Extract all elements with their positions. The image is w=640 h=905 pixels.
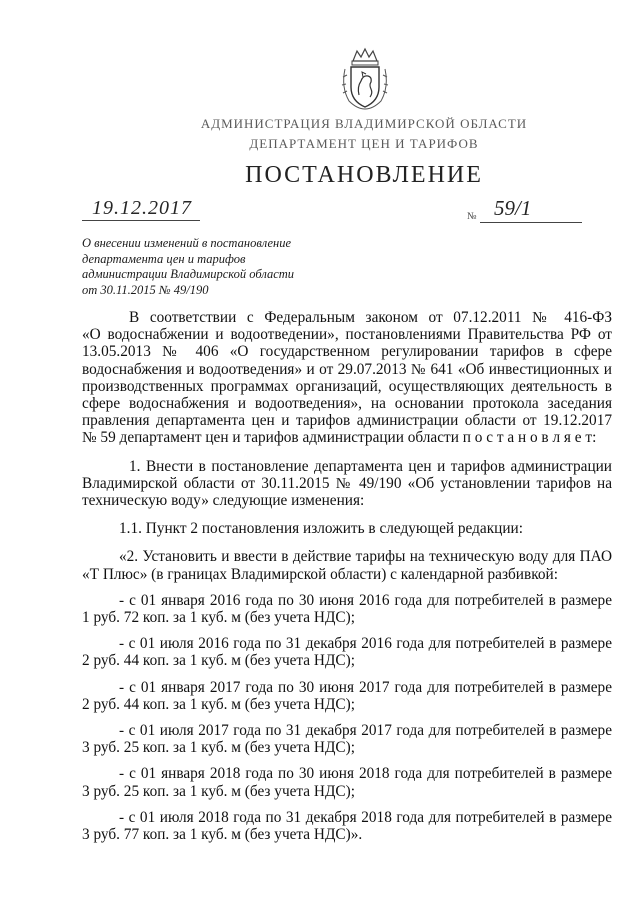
document-number: 59/1 [494, 196, 532, 220]
tariff-line: - с 01 января 2018 года по 30 июня 2018 года для потребителей в размере [119, 765, 612, 783]
tariff-paragraph [82, 592, 612, 626]
document-body [82, 309, 612, 843]
item-2-line: «2. Установить и ввести в действие тарифы на техническую воду для ПАО [119, 548, 612, 566]
department-name: ДЕПАРТАМЕНТ ЦЕН И ТАРИФОВ [249, 136, 479, 151]
item-1-line: 1. Внести в постановление департамента цен и тарифов администрации [129, 457, 612, 475]
preamble-line: водоснабжения и водоотведения» и от 29.07.2013 № 641 «Об инвестиционных и [82, 360, 612, 378]
preamble-line-text: № 59 департамент цен и тарифов администрации области [82, 429, 459, 447]
number-label: № [467, 211, 477, 222]
tariff-line: - с 01 июля 2017 года по 31 декабря 2017 года для потребителей в размере [119, 722, 612, 740]
tariff-paragraph [82, 635, 612, 669]
document-subject [82, 236, 342, 298]
tariff-line: 3 руб. 25 коп. за 1 куб. м (без учета НДС); [82, 739, 355, 757]
preamble-line: правления департамента цен и тарифов администрации области от 19.12.2017 [82, 412, 612, 430]
vladimir-region-coat-of-arms-icon [335, 47, 395, 111]
date-underline [82, 220, 200, 221]
tariff-paragraph [82, 765, 612, 799]
tariff-line: 1 руб. 72 коп. за 1 куб. м (без учета НДС); [82, 609, 355, 627]
preamble-line: В соответствии с Федеральным законом от 07.12.2011 № 416-ФЗ [129, 309, 612, 326]
item-1-1-paragraph [82, 520, 612, 537]
preamble-line: производственных программах организаций, осуществляющих деятельность в [82, 377, 612, 395]
item-2-line: «Т Плюс» (в границах Владимирской области) с календарной разбивкой: [82, 565, 558, 583]
tariff-line: - с 01 января 2016 года по 30 июня 2016 года для потребителей в размере [119, 591, 612, 609]
preamble-line: 13.05.2013 № 406 «О государственном регулировании тарифов в сфере [82, 343, 612, 361]
preamble-line: сфере водоснабжения и водоотведения», на основании протокола заседания [82, 395, 612, 413]
document-type: ПОСТАНОВЛЕНИЕ [245, 162, 483, 188]
document-date: 19.12.2017 [92, 197, 192, 219]
agency-name: АДМИНИСТРАЦИЯ ВЛАДИМИРСКОЙ ОБЛАСТИ [200, 116, 528, 131]
preamble-line [82, 429, 612, 446]
subject-line: департамента цен и тарифов [82, 251, 246, 266]
tariff-paragraph [82, 809, 612, 843]
item-1-line: техническую воду» следующие изменения: [82, 492, 365, 510]
tariff-line: 2 руб. 44 коп. за 1 куб. м (без учета НДС); [82, 695, 355, 713]
tariff-line: - с 01 июля 2018 года по 31 декабря 2018 года для потребителей в размере [119, 808, 612, 826]
item-1-line: Владимирской области от 30.11.2015 № 49/190 «Об установлении тарифов на [82, 474, 612, 492]
tariff-line: - с 01 июля 2016 года по 31 декабря 2016 года для потребителей в размере [119, 635, 612, 653]
subject-line: О внесении изменений в постановление [82, 236, 292, 250]
item-1-paragraph [82, 458, 612, 510]
preamble-paragraph [82, 309, 612, 447]
subject-line: от 30.11.2015 № 49/190 [82, 282, 209, 297]
subject-line: администрации Владимирской области [82, 267, 295, 281]
item-2-paragraph [82, 548, 612, 582]
tariff-line: 3 руб. 77 коп. за 1 куб. м (без учета НДС)». [82, 826, 363, 844]
number-underline [480, 222, 582, 223]
preamble-line: «О водоснабжении и водоотведении», постановлениями Правительства РФ от [82, 326, 612, 344]
tariff-paragraph [82, 679, 612, 713]
item-1-1-line: 1.1. Пункт 2 постановления изложить в следующей редакции: [119, 520, 523, 538]
tariff-line: 3 руб. 25 коп. за 1 куб. м (без учета НДС); [82, 782, 355, 800]
tariff-line: - с 01 января 2017 года по 30 июня 2017 года для потребителей в размере [119, 678, 612, 696]
decree-word: п о с т а н о в л я е т: [462, 429, 597, 447]
tariff-paragraph [82, 722, 612, 756]
tariff-line: 2 руб. 44 коп. за 1 куб. м (без учета НДС); [82, 652, 355, 670]
